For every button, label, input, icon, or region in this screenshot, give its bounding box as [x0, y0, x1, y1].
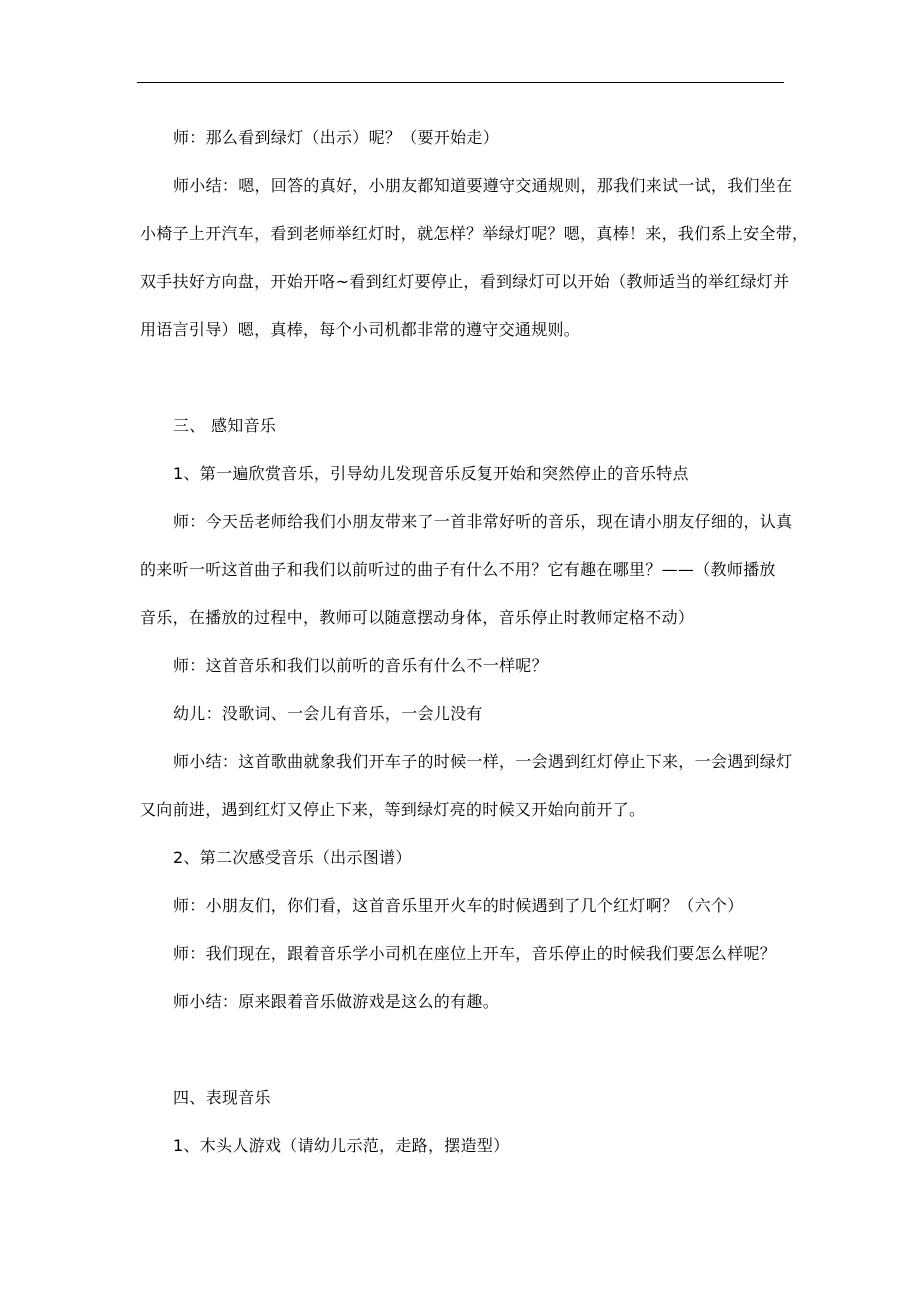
summary-line: 用语言引导）嗯，真棒，每个小司机都非常的遵守交通规则。: [140, 320, 581, 339]
summary-line: 双手扶好方向盘，开始开咯~看到红灯要停止，看到绿灯可以开始（教师适当的举红绿灯并: [140, 272, 790, 291]
summary-line: 师小结：嗯，回答的真好，小朋友都知道要遵守交通规则，那我们来试一试，我们坐在: [173, 176, 793, 195]
dialogue-line: 师：今天岳老师给我们小朋友带来了一首非常好听的音乐，现在请小朋友仔细的，认真: [173, 512, 793, 531]
dialogue-line: 的来听一听这首曲子和我们以前听过的曲子有什么不用？它有趣在哪里？——（教师播放: [140, 560, 776, 579]
subsection-heading: 2、第二次感受音乐（出示图谱）: [173, 848, 412, 867]
section-heading: 三、 感知音乐: [173, 416, 277, 435]
subsection-heading: 1、第一遍欣赏音乐，引导幼儿发现音乐反复开始和突然停止的音乐特点: [173, 464, 689, 483]
header-rule: [137, 82, 784, 83]
summary-line: 师小结：这首歌曲就象我们开车子的时候一样，一会遇到红灯停止下来，一会遇到绿灯: [173, 752, 793, 771]
dialogue-line: 师：小朋友们，你们看，这首音乐里开火车的时候遇到了几个红灯啊？（六个）: [173, 896, 744, 915]
summary-line: 又向前进，遇到红灯又停止下来，等到绿灯亮的时候又开始向前开了。: [140, 800, 646, 819]
dialogue-line: 师：我们现在，跟着音乐学小司机在座位上开车，音乐停止的时候我们要怎么样呢？: [173, 944, 777, 963]
subsection-heading: 1、木头人游戏（请幼儿示范，走路，摆造型）: [173, 1136, 510, 1155]
summary-line: 师小结：原来跟着音乐做游戏是这么的有趣。: [173, 992, 500, 1011]
dialogue-line: 师：那么看到绿灯（出示）呢？（要开始走）: [173, 128, 500, 147]
section-heading: 四、表现音乐: [173, 1088, 271, 1107]
dialogue-line: 师：这首音乐和我们以前听的音乐有什么不一样呢？: [173, 656, 548, 675]
summary-line: 小椅子上开汽车，看到老师举红灯时，就怎样？举绿灯呢？嗯，真棒！来，我们系上安全带，: [140, 224, 809, 243]
dialogue-line: 音乐，在播放的过程中，教师可以随意摆动身体，音乐停止时教师定格不动）: [140, 608, 695, 627]
dialogue-line: 幼儿：没歌词、一会儿有音乐，一会儿没有: [173, 704, 483, 723]
